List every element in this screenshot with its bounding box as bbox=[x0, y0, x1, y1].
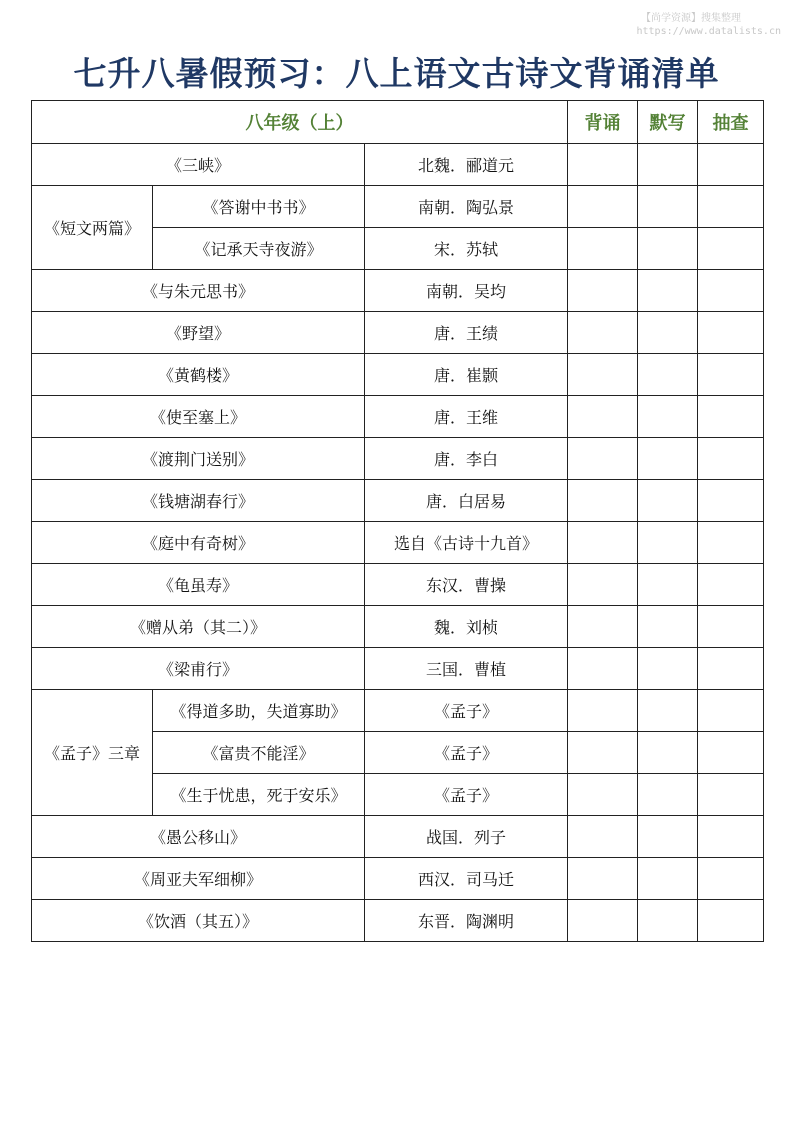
work-author: 唐．崔颢 bbox=[365, 354, 568, 396]
table-row bbox=[32, 648, 764, 690]
recite-check-cell[interactable] bbox=[568, 396, 638, 438]
recite-check-cell[interactable] bbox=[568, 816, 638, 858]
dictation-check-cell[interactable] bbox=[638, 144, 698, 186]
dictation-check-cell[interactable] bbox=[638, 690, 698, 732]
watermark-source: 【尚学资源】搜集整理 bbox=[641, 13, 741, 24]
work-author: 唐．王绩 bbox=[365, 312, 568, 354]
spot-check-cell[interactable] bbox=[698, 312, 764, 354]
page-title: 七升八暑假预习：八上语文古诗文背诵清单 bbox=[73, 54, 720, 93]
recite-check-cell[interactable] bbox=[568, 690, 638, 732]
recite-check-cell[interactable] bbox=[568, 858, 638, 900]
watermark-url: https://www.datalists.cn bbox=[636, 26, 781, 37]
grade-header: 八年级（上） bbox=[32, 101, 568, 144]
table-body bbox=[32, 144, 764, 942]
spot-check-cell[interactable] bbox=[698, 438, 764, 480]
work-author: 东汉．曹操 bbox=[365, 564, 568, 606]
recite-check-cell[interactable] bbox=[568, 144, 638, 186]
work-title: 《答谢中书书》 bbox=[153, 186, 365, 228]
work-author: 西汉．司马迁 bbox=[365, 858, 568, 900]
group-title: 《短文两篇》 bbox=[32, 186, 153, 270]
spot-check-cell[interactable] bbox=[698, 858, 764, 900]
work-author: 选自《古诗十九首》 bbox=[365, 522, 568, 564]
table-row bbox=[32, 858, 764, 900]
work-title: 《使至塞上》 bbox=[32, 396, 365, 438]
recite-check-cell[interactable] bbox=[568, 732, 638, 774]
work-title: 《三峡》 bbox=[32, 144, 365, 186]
table-row bbox=[32, 564, 764, 606]
recite-check-cell[interactable] bbox=[568, 774, 638, 816]
recite-check-cell[interactable] bbox=[568, 312, 638, 354]
spot-check-cell[interactable] bbox=[698, 564, 764, 606]
work-title: 《生于忧患，死于安乐》 bbox=[153, 774, 365, 816]
table-header-row bbox=[32, 101, 764, 144]
work-author: 魏．刘桢 bbox=[365, 606, 568, 648]
work-title: 《饮酒（其五）》 bbox=[32, 900, 365, 942]
table-row bbox=[32, 270, 764, 312]
recite-check-cell[interactable] bbox=[568, 564, 638, 606]
work-author: 宋．苏轼 bbox=[365, 228, 568, 270]
work-title: 《记承天寺夜游》 bbox=[153, 228, 365, 270]
work-title: 《富贵不能淫》 bbox=[153, 732, 365, 774]
work-author: 南朝．吴均 bbox=[365, 270, 568, 312]
table-row bbox=[32, 186, 764, 228]
dictation-check-cell[interactable] bbox=[638, 606, 698, 648]
recite-check-cell[interactable] bbox=[568, 186, 638, 228]
work-author: 三国．曹植 bbox=[365, 648, 568, 690]
work-title: 《得道多助，失道寡助》 bbox=[153, 690, 365, 732]
work-title: 《龟虽寿》 bbox=[32, 564, 365, 606]
dictation-check-cell[interactable] bbox=[638, 858, 698, 900]
dictation-check-cell[interactable] bbox=[638, 564, 698, 606]
table-row bbox=[32, 354, 764, 396]
spot-check-cell[interactable] bbox=[698, 480, 764, 522]
work-author: 唐．白居易 bbox=[365, 480, 568, 522]
table-row bbox=[32, 816, 764, 858]
recite-check-cell[interactable] bbox=[568, 228, 638, 270]
dictation-check-cell[interactable] bbox=[638, 438, 698, 480]
table-row bbox=[32, 312, 764, 354]
work-author: 战国．列子 bbox=[365, 816, 568, 858]
work-author: 《孟子》 bbox=[365, 732, 568, 774]
spot-check-cell[interactable] bbox=[698, 228, 764, 270]
spot-check-cell[interactable] bbox=[698, 732, 764, 774]
recite-check-cell[interactable] bbox=[568, 438, 638, 480]
work-title: 《愚公移山》 bbox=[32, 816, 365, 858]
recite-check-cell[interactable] bbox=[568, 270, 638, 312]
recite-check-cell[interactable] bbox=[568, 606, 638, 648]
spot-check-cell[interactable] bbox=[698, 144, 764, 186]
work-author: 北魏．郦道元 bbox=[365, 144, 568, 186]
dictation-check-cell[interactable] bbox=[638, 900, 698, 942]
work-title: 《野望》 bbox=[32, 312, 365, 354]
spot-check-cell[interactable] bbox=[698, 774, 764, 816]
dictation-check-cell[interactable] bbox=[638, 732, 698, 774]
dictation-check-cell[interactable] bbox=[638, 480, 698, 522]
work-title: 《赠从弟（其二）》 bbox=[32, 606, 365, 648]
table-row bbox=[32, 144, 764, 186]
spot-check-cell[interactable] bbox=[698, 690, 764, 732]
work-title: 《庭中有奇树》 bbox=[32, 522, 365, 564]
spot-check-cell[interactable] bbox=[698, 522, 764, 564]
spot-check-cell[interactable] bbox=[698, 648, 764, 690]
work-author: 《孟子》 bbox=[365, 774, 568, 816]
work-title: 《钱塘湖春行》 bbox=[32, 480, 365, 522]
dictation-check-cell[interactable] bbox=[638, 816, 698, 858]
work-title: 《渡荆门送别》 bbox=[32, 438, 365, 480]
spot-check-cell[interactable] bbox=[698, 270, 764, 312]
watermark bbox=[637, 12, 782, 38]
work-author: 南朝．陶弘景 bbox=[365, 186, 568, 228]
work-title: 《梁甫行》 bbox=[32, 648, 365, 690]
spot-check-cell[interactable] bbox=[698, 606, 764, 648]
recite-check-cell[interactable] bbox=[568, 900, 638, 942]
dictation-check-cell[interactable] bbox=[638, 774, 698, 816]
table-row bbox=[32, 606, 764, 648]
spot-check-header: 抽查 bbox=[698, 101, 764, 144]
recite-header: 背诵 bbox=[568, 101, 638, 144]
dictation-check-cell[interactable] bbox=[638, 186, 698, 228]
dictation-check-cell[interactable] bbox=[638, 270, 698, 312]
table-row bbox=[32, 690, 764, 732]
group-title: 《孟子》三章 bbox=[32, 690, 153, 816]
dictation-check-cell[interactable] bbox=[638, 648, 698, 690]
table-row bbox=[32, 480, 764, 522]
spot-check-cell[interactable] bbox=[698, 816, 764, 858]
spot-check-cell[interactable] bbox=[698, 396, 764, 438]
spot-check-cell[interactable] bbox=[698, 186, 764, 228]
table-row bbox=[32, 900, 764, 942]
spot-check-cell[interactable] bbox=[698, 900, 764, 942]
table-row bbox=[32, 522, 764, 564]
table-row bbox=[32, 438, 764, 480]
work-title: 《周亚夫军细柳》 bbox=[32, 858, 365, 900]
work-author: 《孟子》 bbox=[365, 690, 568, 732]
work-author: 唐．王维 bbox=[365, 396, 568, 438]
work-title: 《黄鹤楼》 bbox=[32, 354, 365, 396]
recite-check-cell[interactable] bbox=[568, 480, 638, 522]
dictation-check-cell[interactable] bbox=[638, 312, 698, 354]
recite-check-cell[interactable] bbox=[568, 354, 638, 396]
work-title: 《与朱元思书》 bbox=[32, 270, 365, 312]
dictation-check-cell[interactable] bbox=[638, 228, 698, 270]
table-row bbox=[32, 396, 764, 438]
dictation-header: 默写 bbox=[638, 101, 698, 144]
dictation-check-cell[interactable] bbox=[638, 396, 698, 438]
recitation-table bbox=[31, 100, 764, 942]
spot-check-cell[interactable] bbox=[698, 354, 764, 396]
recite-check-cell[interactable] bbox=[568, 648, 638, 690]
work-author: 东晋．陶渊明 bbox=[365, 900, 568, 942]
dictation-check-cell[interactable] bbox=[638, 522, 698, 564]
work-author: 唐．李白 bbox=[365, 438, 568, 480]
recite-check-cell[interactable] bbox=[568, 522, 638, 564]
dictation-check-cell[interactable] bbox=[638, 354, 698, 396]
